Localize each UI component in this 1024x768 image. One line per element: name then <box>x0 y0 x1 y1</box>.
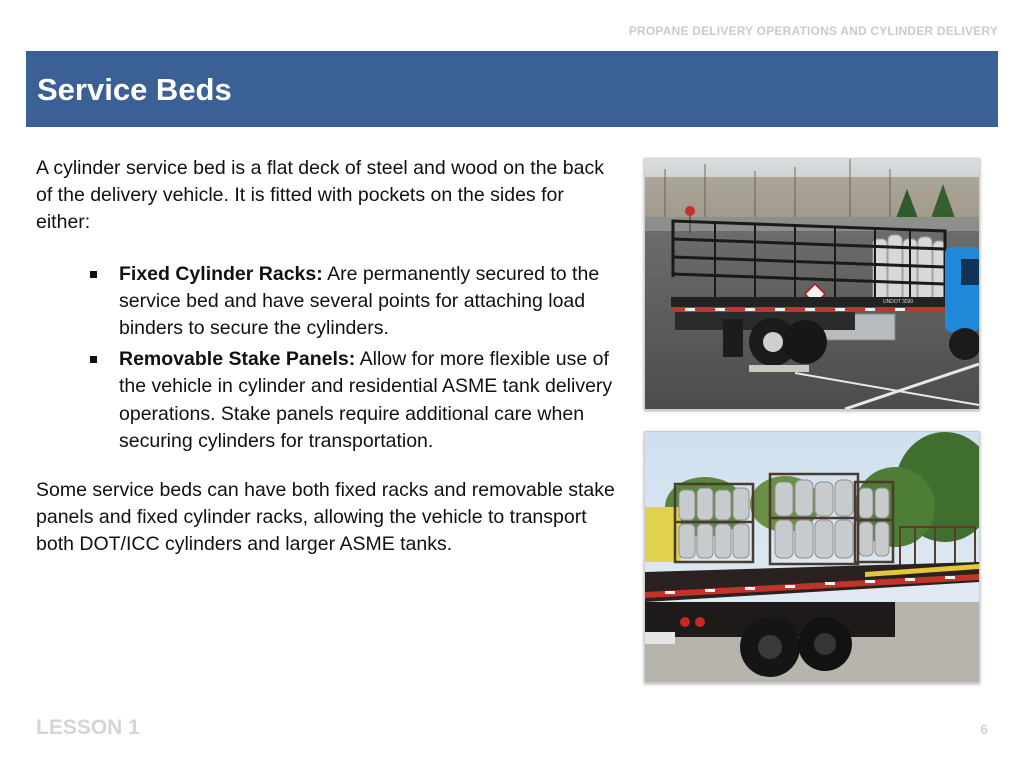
square-bullet-icon <box>90 356 97 363</box>
bullet-text: Allow for more flexible use of the vehicle in cylinder and residential ASME tank delivery operations. Stake panels require additional care when securing cylinders for transportation. <box>119 348 613 452</box>
intro-paragraph: A cylinder service bed is a flat deck of steel and wood on the back of the delivery vehicle. It is fitted with pockets on the sides for either: <box>36 157 604 234</box>
lesson-label: LESSON 1 <box>36 716 140 739</box>
photo-fixed-rack-truck <box>644 158 980 410</box>
bullet-item-fixed-racks <box>119 261 621 343</box>
bullet-term: Fixed Cylinder Racks: <box>119 262 323 285</box>
slide-title: Service Beds <box>37 72 232 107</box>
page-number: 6 <box>980 721 988 737</box>
bullet-list <box>36 261 621 455</box>
bullet-item-stake-panels <box>119 346 621 455</box>
square-bullet-icon <box>90 271 97 278</box>
outro-paragraph: Some service beds can have both fixed racks and removable stake panels and fixed cylinder racks, allowing the vehicle to transport both DOT/ICC cylinders and larger ASME tanks. <box>36 479 615 556</box>
title-bar <box>26 51 998 127</box>
bullet-text: Are permanently secured to the service bed and have several points for attaching load binders to secure the cylinders. <box>119 262 600 340</box>
photo-stake-panel-truck <box>644 431 980 683</box>
course-title: PROPANE DELIVERY OPERATIONS AND CYLINDER DELIVERY <box>628 24 998 38</box>
bullet-term: Removable Stake Panels: <box>119 348 356 371</box>
truck-plate-text: UNDOT 3030 <box>883 299 914 305</box>
body-text <box>36 155 621 559</box>
